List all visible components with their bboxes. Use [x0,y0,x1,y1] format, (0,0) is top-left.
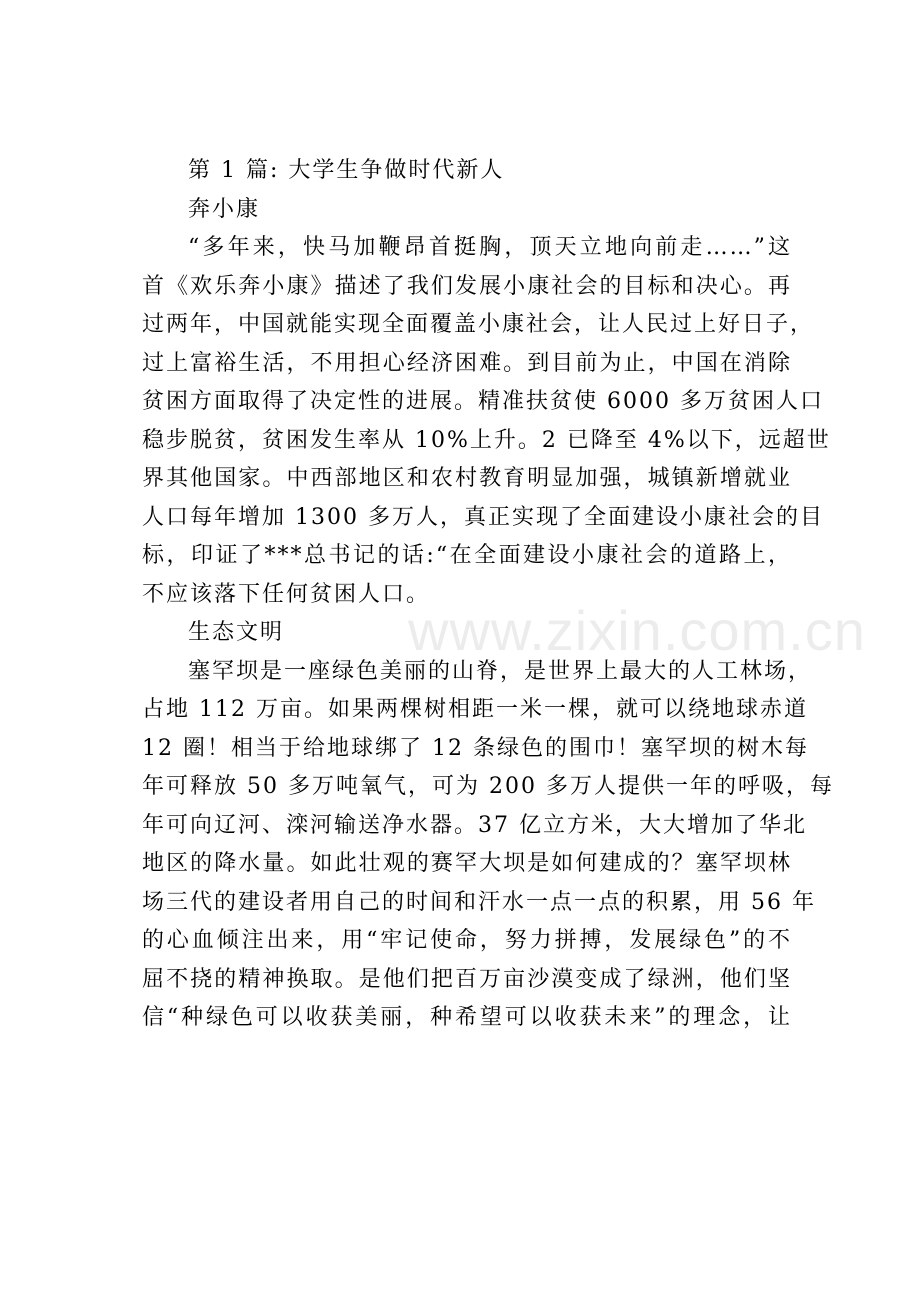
paragraph-line: 不应该落下任何贫困人口。 [142,581,431,607]
section-heading-xiaokang: 奔小康 [188,196,261,222]
paragraph-line: 过两年，中国就能实现全面覆盖小康社会，让人民过上好日子， [142,312,815,337]
watermark: www.zixin.com.cn [408,599,866,662]
paragraph-line: “多年来，快马加鞭昂首挺胸，顶天立地向前走……”这 [188,235,792,260]
document-title: 第 1 篇: 大学生争做时代新人 [188,158,505,183]
paragraph-line: 塞罕坝是一座绿色美丽的山脊，是世界上最大的人工林场， [188,658,813,684]
paragraph-line: 地区的降水量。如此壮观的赛罕大坝是如何建成的？塞罕坝林 [142,851,792,876]
paragraph-line: 的心血倾注出来，用“牢记使命，努力拼搏，发展绿色”的不 [142,928,792,953]
paragraph-line: 年可向辽河、滦河输送净水器。37 亿立方米，大大增加了华北 [142,812,807,838]
paragraph-line: 界其他国家。中西部地区和农村教育明显加强，城镇新增就业 [142,466,792,491]
paragraph-line: 贫困方面取得了决定性的进展。精准扶贫使 6000 多万贫困人口 [142,389,824,414]
paragraph-line: 人口每年增加 1300 多万人，真正实现了全面建设小康社会的目 [142,504,824,530]
paragraph-line: 首《欢乐奔小康》描述了我们发展小康社会的目标和决心。再 [142,273,792,299]
paragraph-line: 年可释放 50 多万吨氧气，可为 200 多万人提供一年的呼吸，每 [142,774,834,799]
paragraph-line: 12 圈！相当于给地球绑了 12 条绿色的围巾！塞罕坝的树木每 [142,735,809,761]
paragraph-line: 稳步脱贫，贫困发生率从 10%上升。2 已降至 4%以下，远超世 [142,427,831,453]
paragraph-line: 占地 112 万亩。如果两棵树相距一米一棵，就可以绕地球赤道 [142,697,808,722]
paragraph-line: 标，印证了***总书记的话:“在全面建设小康社会的道路上， [142,543,792,568]
paragraph-line: 场三代的建设者用自己的时间和汗水一点一点的积累，用 56 年 [142,889,816,915]
paragraph-line: 屈不挠的精神换取。是他们把百万亩沙漠变成了绿洲，他们坚 [142,966,792,992]
section-heading-ecology: 生态文明 [188,620,285,645]
document-body [142,152,834,1038]
paragraph-line: 信“种绿色可以收获美丽，种希望可以收获未来”的理念，让 [142,1005,792,1030]
paragraph-line: 过上富裕生活，不用担心经济困难。到目前为止，中国在消除 [142,350,792,376]
